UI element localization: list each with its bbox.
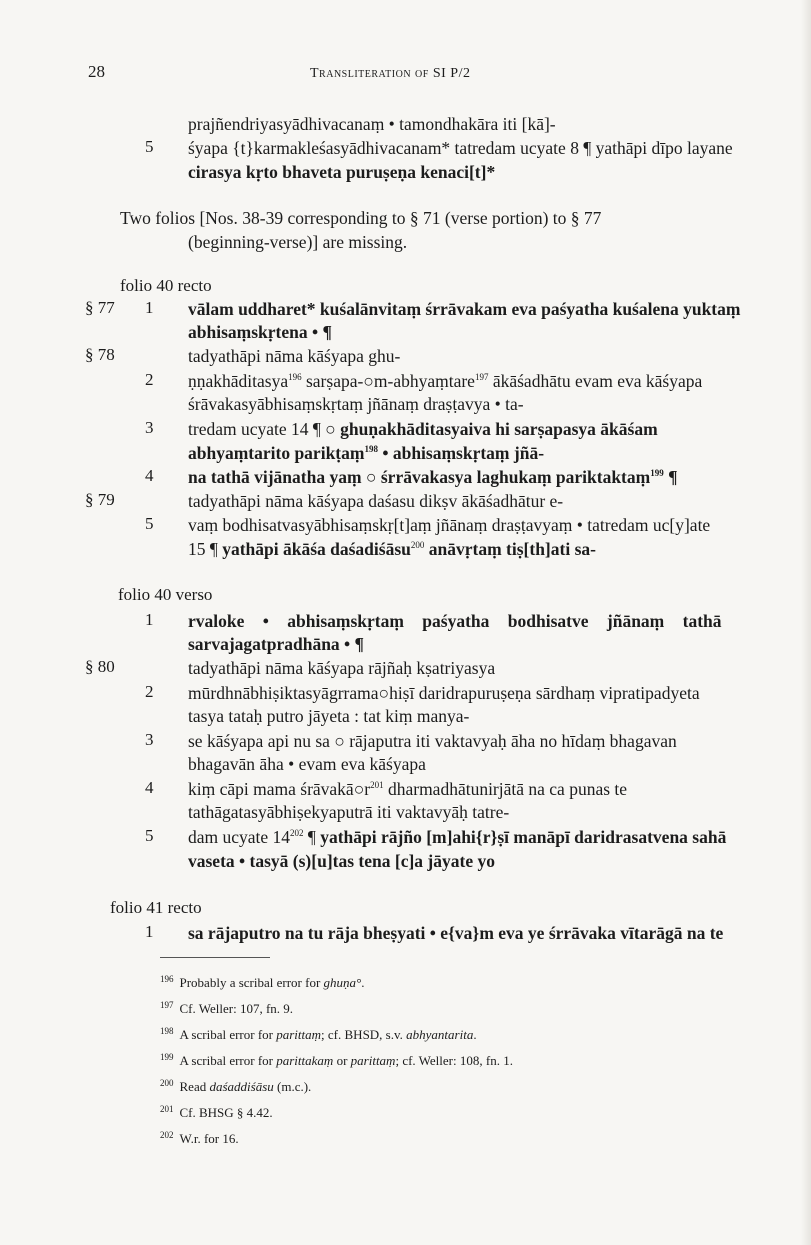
- text-line: bhagavān āha • evam eva kāśyapa: [188, 754, 426, 774]
- footnote: $^{201}$ Cf. BHSG § 4.42.: [160, 1103, 273, 1120]
- line-number: 2: [145, 682, 154, 701]
- footnote: $^{202}$ W.r. for 16.: [160, 1129, 239, 1146]
- footnote-ref: 201: [370, 780, 384, 791]
- text-line: tadyathāpi nāma kāśyapa daśasu dikṣv ākāśadhātur e-: [188, 491, 564, 511]
- text-line: abhyaṃtarito parikṭaṃ$^{198}$ • abhisaṃskṛtaṃ jñā-: [188, 443, 545, 463]
- footnote: $^{199}$ A scribal error for parittakaṃ or parittaṃ; cf. Weller: 108, fn. 1.: [160, 1051, 513, 1068]
- text-line: tredam ucyate 14 ¶ ○ ghuṇakhāditasyaiva hi sarṣapasya ākāśam: [188, 419, 658, 439]
- section-mark: § 78: [85, 345, 115, 364]
- footnote-rule: [160, 957, 270, 958]
- footnote-ref: 197: [474, 372, 489, 383]
- section-mark: § 80: [85, 657, 115, 676]
- footnote-number: 198: [160, 1025, 174, 1036]
- section-mark: § 77: [85, 298, 115, 317]
- text-line: tathāgatasyābhiṣekyaputrā iti vaktavyāḥ tatre-: [188, 802, 510, 822]
- text-line: tasya tataḥ putro jāyeta : tat kiṃ manya-: [188, 706, 470, 726]
- footnote: $^{196}$ Probably a scribal error for ghuṇa°.: [160, 973, 365, 990]
- text-line: sarvajagatpradhāna • ¶: [188, 634, 365, 654]
- text-line: sa rājaputro na tu rāja bheṣyati • e{va}m eva ye śrrāvaka vītarāgā na te: [188, 923, 724, 943]
- footnote-number: 200: [160, 1077, 174, 1088]
- footnote: $^{200}$ Read daśaddiśāsu (m.c.).: [160, 1077, 312, 1094]
- footnote-number: 199: [160, 1051, 174, 1062]
- line-number: 3: [145, 730, 154, 749]
- text-line: na tathā vijānatha yaṃ ○ śrrāvakasya laghukaṃ pariktaktaṃ$^{199}$ ¶: [188, 467, 678, 487]
- footnote: $^{198}$ A scribal error for parittaṃ; cf. BHSD, s.v. abhyantarita.: [160, 1025, 477, 1042]
- folio-heading: folio 41 recto: [110, 898, 202, 917]
- text-line: abhisaṃskṛtena • ¶: [188, 322, 332, 342]
- intro-line-number: 5: [145, 137, 154, 156]
- line-number: 5: [145, 826, 154, 845]
- text-line: mūrdhnābhiṣiktasyāgrrama○hiṣī daridrapuruṣeṇa sārdhaṃ vipratipadyeta: [188, 683, 700, 703]
- text-line: vaseta • tasyā (s)[u]tas tena [c]a jāyate yo: [188, 851, 495, 871]
- page-number: 28: [88, 62, 105, 81]
- running-header: Transliteration of SI P/2: [310, 66, 471, 81]
- text-line: vālam uddharet* kuśalānvitaṃ śrrāvakam eva paśyatha kuśalena yuktaṃ: [188, 299, 741, 319]
- text-line: dam ucyate $14^{202}$ ¶ yathāpi rājño [m]ahi{r}ṣī manāpī daridrasatvena sahā: [188, 827, 727, 847]
- folio-heading: folio 40 recto: [120, 276, 212, 295]
- missing-note-1: Two folios [Nos. 38-39 corresponding to § 71 (verse portion) to § 77: [120, 208, 602, 228]
- intro-line-2: śyapa {t}karmakleśasyādhivacanam* tatredam ucyate 8 ¶ yathāpi dīpo layane: [188, 138, 733, 158]
- text-line: ṇṇakhāditasya$^{196}$ sarṣapa-○m-abhyaṃtare$^{197}$ ākāśadhātu evam eva kāśyapa: [188, 371, 703, 391]
- footnote-number: 197: [160, 999, 174, 1010]
- folio-heading: folio 40 verso: [118, 585, 213, 604]
- footnote-ref: 199: [650, 468, 664, 479]
- line-number: 1: [145, 298, 154, 317]
- missing-note-2: (beginning-verse)] are missing.: [188, 232, 408, 252]
- text-line: rvaloke • abhisaṃskṛtaṃ paśyatha bodhisatve jñānaṃ tathā: [188, 611, 722, 631]
- line-number: 2: [145, 370, 154, 389]
- text-line: śrāvakasyābhisaṃskṛtaṃ jñānaṃ draṣṭavya • ta-: [188, 394, 524, 414]
- footnote: $^{197}$ Cf. Weller: 107, fn. 9.: [160, 999, 294, 1016]
- line-number: 4: [145, 778, 154, 797]
- intro-line-1: prajñendriyasyādhivacanaṃ • tamondhakāra iti [kā]-: [188, 114, 556, 134]
- footnote-number: 196: [160, 973, 174, 984]
- text-line: se kāśyapa api nu sa ○ rājaputra iti vaktavyaḥ āha no hīdaṃ bhagavan: [188, 731, 677, 751]
- footnote-ref: 202: [290, 828, 304, 839]
- line-number: 3: [145, 418, 154, 437]
- section-mark: § 79: [85, 490, 115, 509]
- page-edge-shadow: [801, 0, 811, 1245]
- footnote-number: 202: [160, 1129, 174, 1140]
- intro-line-3: cirasya kṛto bhaveta puruṣeṇa kenaci[t]*: [188, 162, 496, 182]
- text-line: tadyathāpi nāma kāśyapa rājñaḥ kṣatriyasya: [188, 658, 496, 678]
- line-number: 1: [145, 610, 154, 629]
- footnote-ref: 196: [288, 372, 302, 383]
- line-number: 1: [145, 922, 154, 941]
- text-line: 15 ¶ yathāpi ākāśa daśadiśāsu$^{200}$ anāvṛtaṃ tiṣ[th]ati sa-: [188, 539, 596, 559]
- footnote-number: 201: [160, 1103, 174, 1114]
- text-line: vaṃ bodhisatvasyābhisaṃskṛ[t]aṃ jñānaṃ draṣṭavyaṃ • tatredam uc[y]ate: [188, 515, 711, 535]
- footnote-ref: 198: [364, 444, 378, 455]
- text-line: tadyathāpi nāma kāśyapa ghu-: [188, 346, 401, 366]
- line-number: 4: [145, 466, 154, 485]
- line-number: 5: [145, 514, 154, 533]
- footnote-ref: 200: [410, 540, 425, 551]
- text-line: kiṃ cāpi mama $śrāvakā○r^{201}$ dharmadhātunirjātā na ca punas te: [188, 779, 628, 799]
